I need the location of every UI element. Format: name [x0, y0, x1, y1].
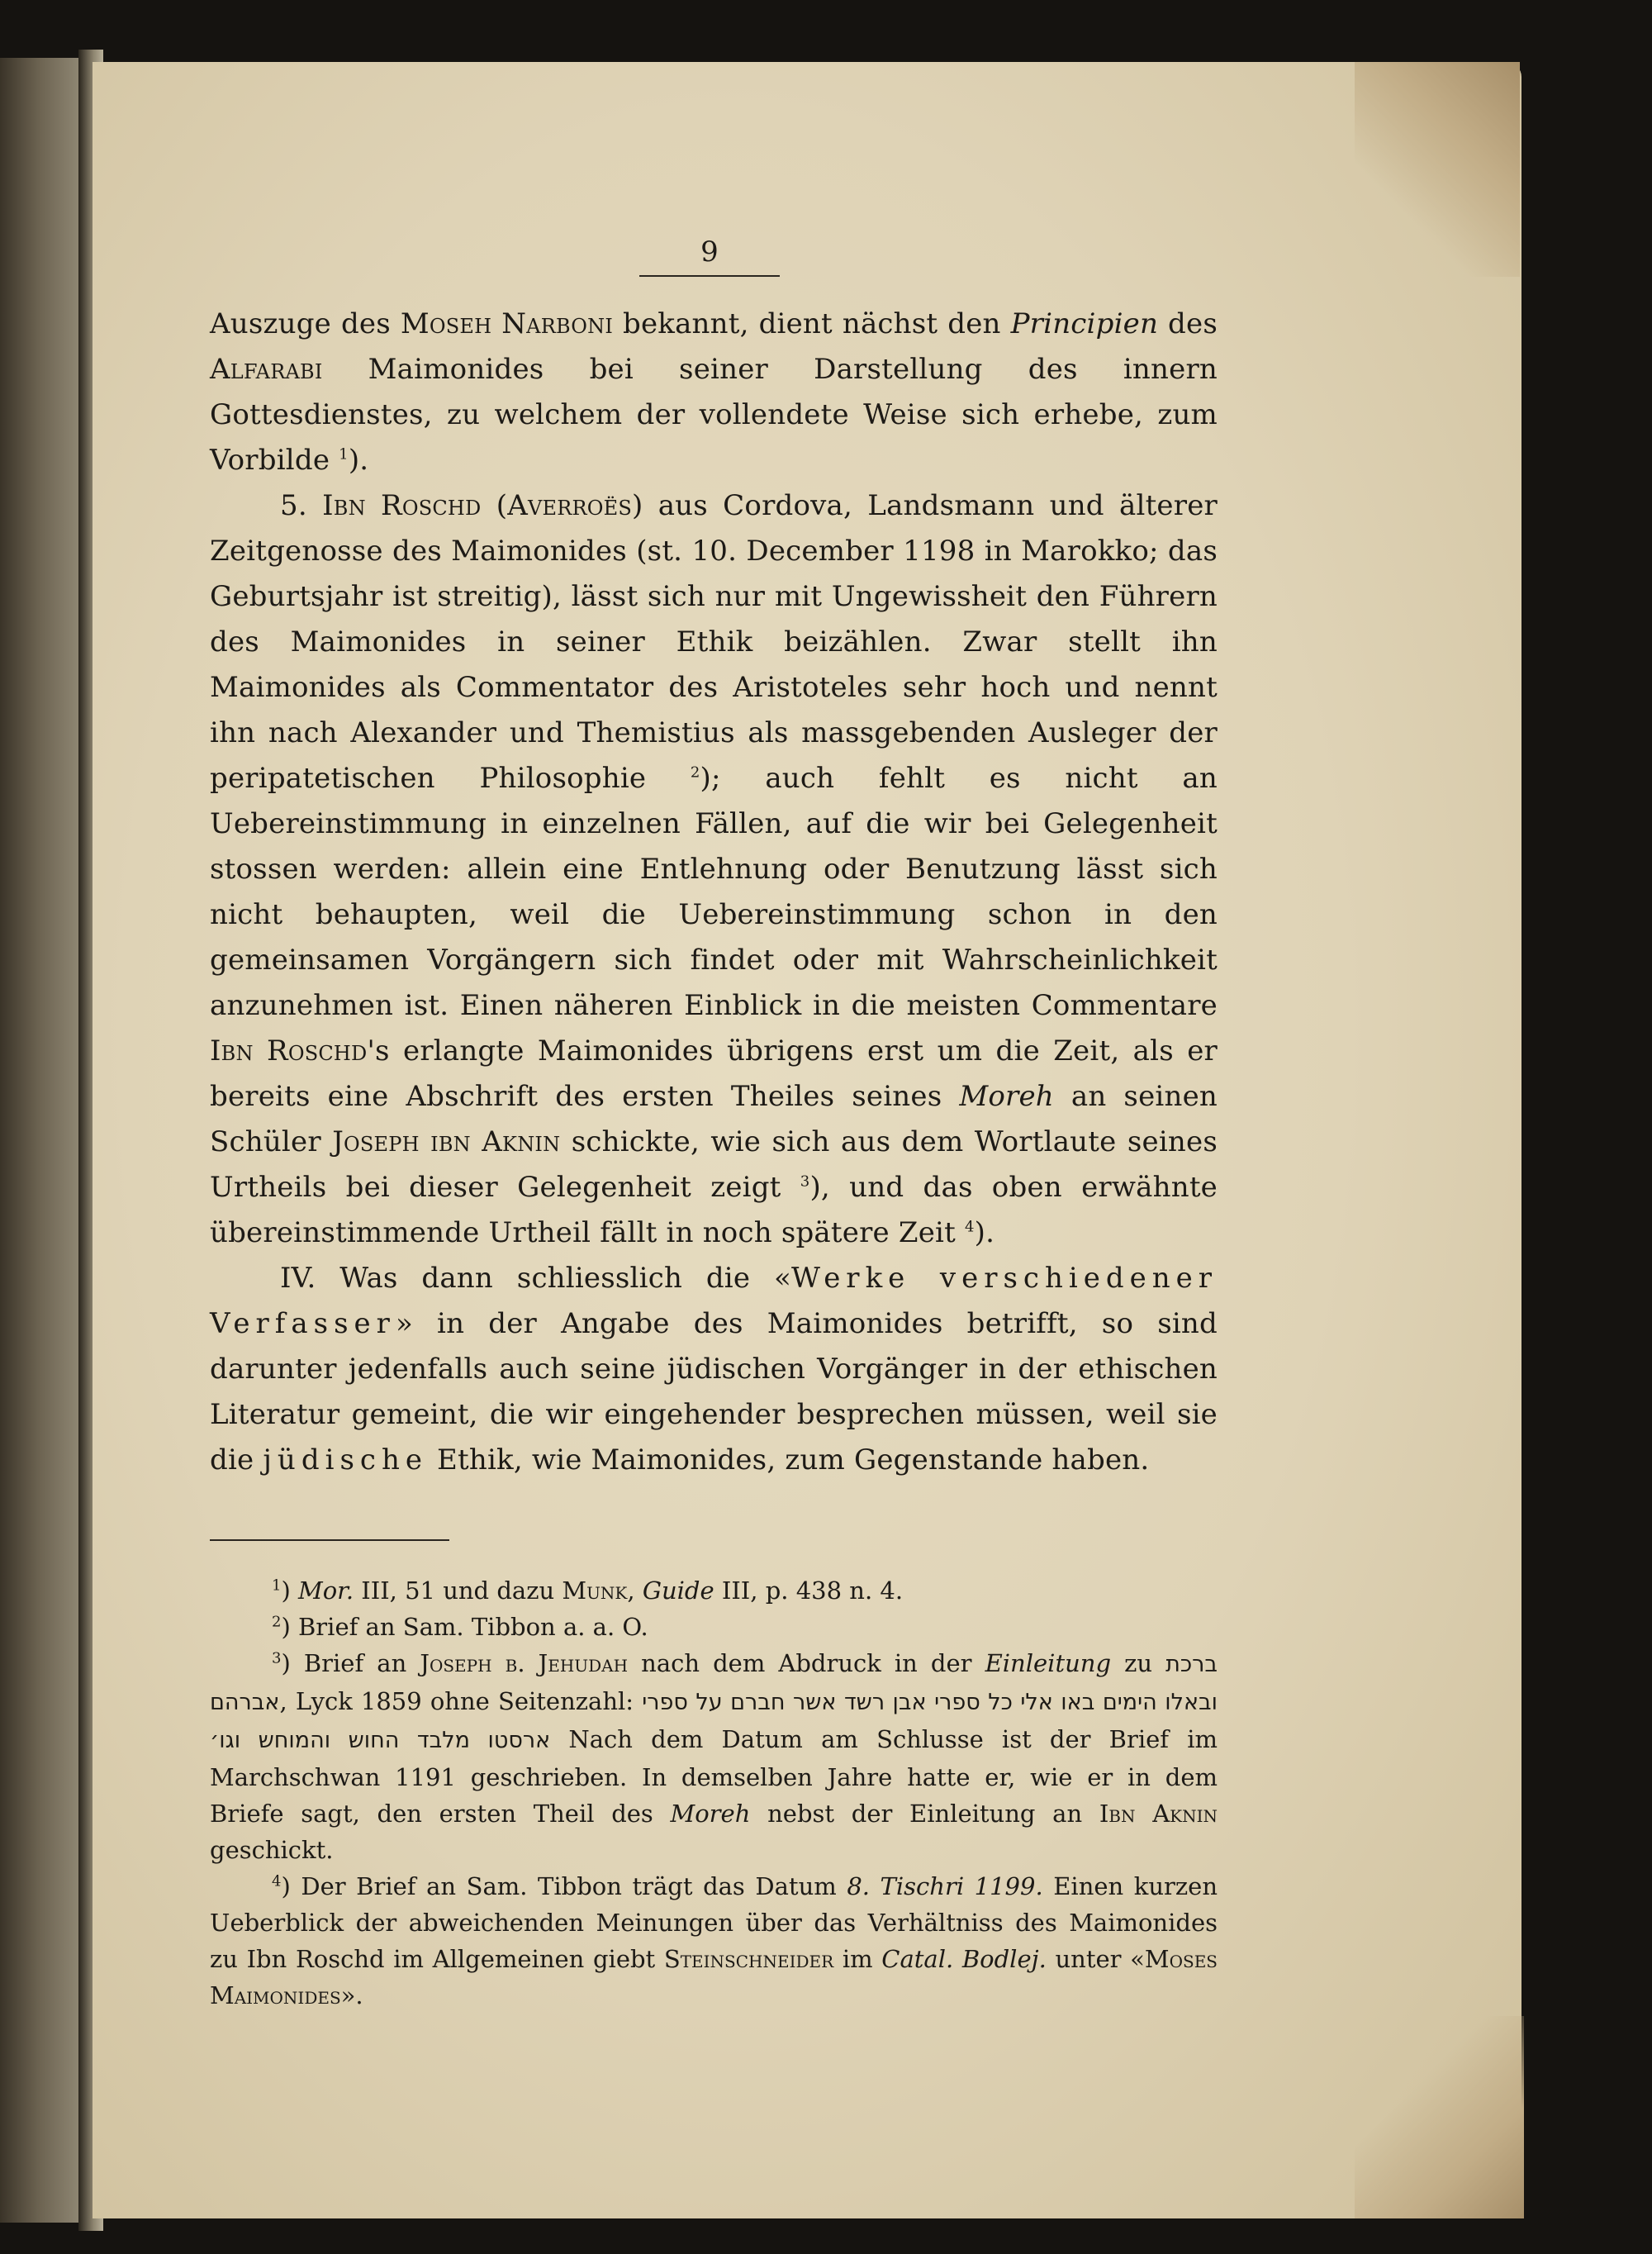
text-run: Brief an — [290, 1649, 420, 1677]
italic-date: 8. Tischri 1199. — [847, 1872, 1043, 1900]
italic-title: Guide — [642, 1576, 714, 1605]
paragraph-2 — [210, 483, 1218, 1256]
text-run: im — [833, 1945, 882, 1973]
text-run: Der Brief an Sam. Tibbon trägt das Datum — [290, 1872, 847, 1900]
text-run: aus Cordova, Landsmann und älterer Zeitgenosse des Maimonides (st. 10. December 1198 in Marokko; das Geburtsjahr ist streitig), lässt sich nur mit Ungewissheit den Führern des Maimonides in seiner Ethik beizählen. Zwar stellt ihn Maimonides als Commentator des Aristoteles sehr hoch und nennt ihn nach Alexander und Themistius als massgebenden Ausleger der peripatetischen Philosophie — [210, 489, 1218, 795]
italic-title: Moreh — [670, 1800, 751, 1828]
author-name: Ibn Roschd — [210, 1034, 368, 1068]
text-run: nebst der Einleitung an — [750, 1800, 1099, 1828]
paragraph-1 — [210, 302, 1218, 483]
paragraph-3 — [210, 1256, 1218, 1483]
page-text — [210, 235, 1218, 2014]
text-run: Auszuge des — [210, 307, 401, 340]
footnote-ref: 3 — [800, 1172, 810, 1191]
author-name: Ibn Aknin — [1099, 1800, 1218, 1828]
text-run: ); auch fehlt es nicht an Uebereinstimmung in einzelnen Fällen, auf die wir bei Gelegenheit stossen werden: allein eine Entlehnung oder Benutzung lässt sich nicht behaupten, weil die Uebereinstimmung schon in den gemeinsamen Vorgängern sich findet oder mit Wahrscheinlichkeit anzunehmen ist. Einen näheren Einblick in die meisten Commentare — [210, 762, 1218, 1022]
worn-corner-bottom — [1355, 2016, 1524, 2218]
hebrew-title: ברכת אברהם — [210, 1652, 1218, 1715]
spaced-emphasis: jüdische — [263, 1443, 428, 1477]
text-run: III, p. 438 n. 4. — [714, 1576, 904, 1605]
italic-title: Einleitung — [985, 1649, 1112, 1677]
footnote-ref: 4 — [964, 1218, 975, 1236]
text-run: unter « — [1046, 1945, 1145, 1973]
text-run: ), und das oben erwähnte übereinstimmende Urtheil fällt in noch spätere Zeit — [210, 1171, 1218, 1249]
hebrew-quote: ובאלו הימים באו אלי כל ספרי אבן רשד אשר חברם על ספרי ארסטו מלבד החוש והמוחש וגו׳ — [210, 1690, 1218, 1753]
spaced-emphasis: Werke verschiedener Verfasser — [210, 1262, 1218, 1340]
author-name: Joseph b. Jehudah — [420, 1649, 629, 1677]
text-run: Ethik, wie Maimonides, zum Gegenstande haben. — [427, 1443, 1150, 1477]
italic-title: Mor. — [298, 1576, 354, 1605]
text-run: an seinen Schüler — [210, 1080, 1218, 1158]
text-run: ). — [348, 444, 369, 477]
text-run: Nach dem Datum am Schlusse ist der Brief im Marchschwan 1191 geschrieben. In demselben Jahre hatte er, wie er in dem Briefe sagt, den ersten Theil des — [210, 1725, 1218, 1828]
text-run: Brief an Sam. Tibbon a. a. O. — [290, 1613, 648, 1641]
footnote-1: $^1$) Mor. III, 51 und dazu Munk, Guide III, p. 438 n. 4. — [272, 1576, 904, 1605]
footnote-mark: 3 — [272, 1649, 282, 1667]
text-run: III, 51 und dazu — [354, 1576, 563, 1605]
footnote-2: $^2$) Brief an Sam. Tibbon a. a. O. — [272, 1613, 648, 1641]
text-run: Maimonides bei seiner Darstellung des innern Gottesdienstes, zu welchem der vollendete Weise sich erhebe, zum Vorbilde — [210, 353, 1218, 477]
text-run: bekannt, dient nächst den — [613, 307, 1011, 340]
text-run: ». — [340, 1981, 363, 2009]
text-run: nach dem Abdruck in der — [628, 1649, 985, 1677]
text-run: 's erlangte Maimonides übrigens erst um die Zeit, als er bereits eine Abschrift des ersten Theiles seines — [210, 1034, 1218, 1113]
author-name: Alfarabi — [210, 353, 323, 386]
text-run: schickte, wie sich aus dem Wortlaute seines Urtheils bei dieser Gelegenheit zeigt — [210, 1125, 1218, 1204]
italic-title: Moreh — [959, 1080, 1054, 1113]
text-run: des — [1158, 307, 1218, 340]
text-run: 5. — [280, 489, 323, 522]
author-name: Ibn Roschd (Averroës) — [322, 489, 643, 522]
text-run: , Lyck 1859 ohne Seitenzahl: — [279, 1687, 643, 1715]
author-name: Steinschneider — [663, 1945, 834, 1973]
text-run: » in der Angabe des Maimonides betrifft, so sind darunter jedenfalls auch seine jüdischen Vorgänger in der ethischen Literatur gemeint, die wir eingehender besprechen müssen, weil sie die — [210, 1307, 1218, 1477]
footnote-divider — [210, 1539, 449, 1541]
text-run: geschickt. — [210, 1836, 334, 1864]
footnote-ref: 2 — [690, 763, 700, 782]
footnote-mark: 4 — [272, 1872, 282, 1890]
text-run: ). — [974, 1216, 995, 1249]
worn-corner-top — [1355, 62, 1520, 277]
text-run: zu — [1111, 1649, 1166, 1677]
footnote-mark: 2 — [272, 1613, 282, 1631]
author-name: Moseh Narboni — [400, 307, 614, 340]
footnote-ref: 1 — [339, 445, 349, 464]
author-name: Munk — [562, 1576, 628, 1605]
page-number: 9 — [639, 235, 780, 277]
footnote-mark: 1 — [272, 1576, 282, 1595]
italic-title: Catal. Bodlej. — [881, 1945, 1047, 1973]
text-run: , — [627, 1576, 643, 1605]
text-run: Einen kurzen Ueberblick der abweichenden Meinungen über das Verhältniss des Maimonides zu Ibn Roschd im Allgemeinen giebt — [210, 1872, 1218, 1973]
text-run: IV. Was dann schliesslich die « — [280, 1262, 792, 1295]
footnote-4: $^4$) Der Brief an Sam. Tibbon trägt das Datum 8. Tischri 1199. Einen kurzen Ueberblick der abweichenden Meinungen über das Verhältniss des Maimonides zu Ibn Roschd im Allgemeinen giebt Steinschneider im Catal. Bodlej. unter «Moses Maimonides». — [210, 1872, 1218, 2009]
author-name: Moses Maimonides — [210, 1945, 1218, 2009]
author-name: Joseph ibn Aknin — [332, 1125, 561, 1158]
footnote-3: $^3$) Brief an Joseph b. Jehudah nach dem Abdruck in der Einleitung zu ברכת אברהם, Lyck 1859 ohne Seitenzahl: ובאלו הימים באו אלי כל ספרי אבן רשד אשר חברם על ספרי ארסטו מלבד החוש והמוחש וגו׳ Nach dem Datum am Schlusse ist der Brief im Marchschwan 1191 geschrieben. In demselben Jahre hatte er, wie er in dem Briefe sagt, den ersten Theil des Moreh nebst der Einleitung an Ibn Aknin geschickt. — [210, 1649, 1218, 1864]
italic-title: Principien — [1010, 307, 1159, 340]
